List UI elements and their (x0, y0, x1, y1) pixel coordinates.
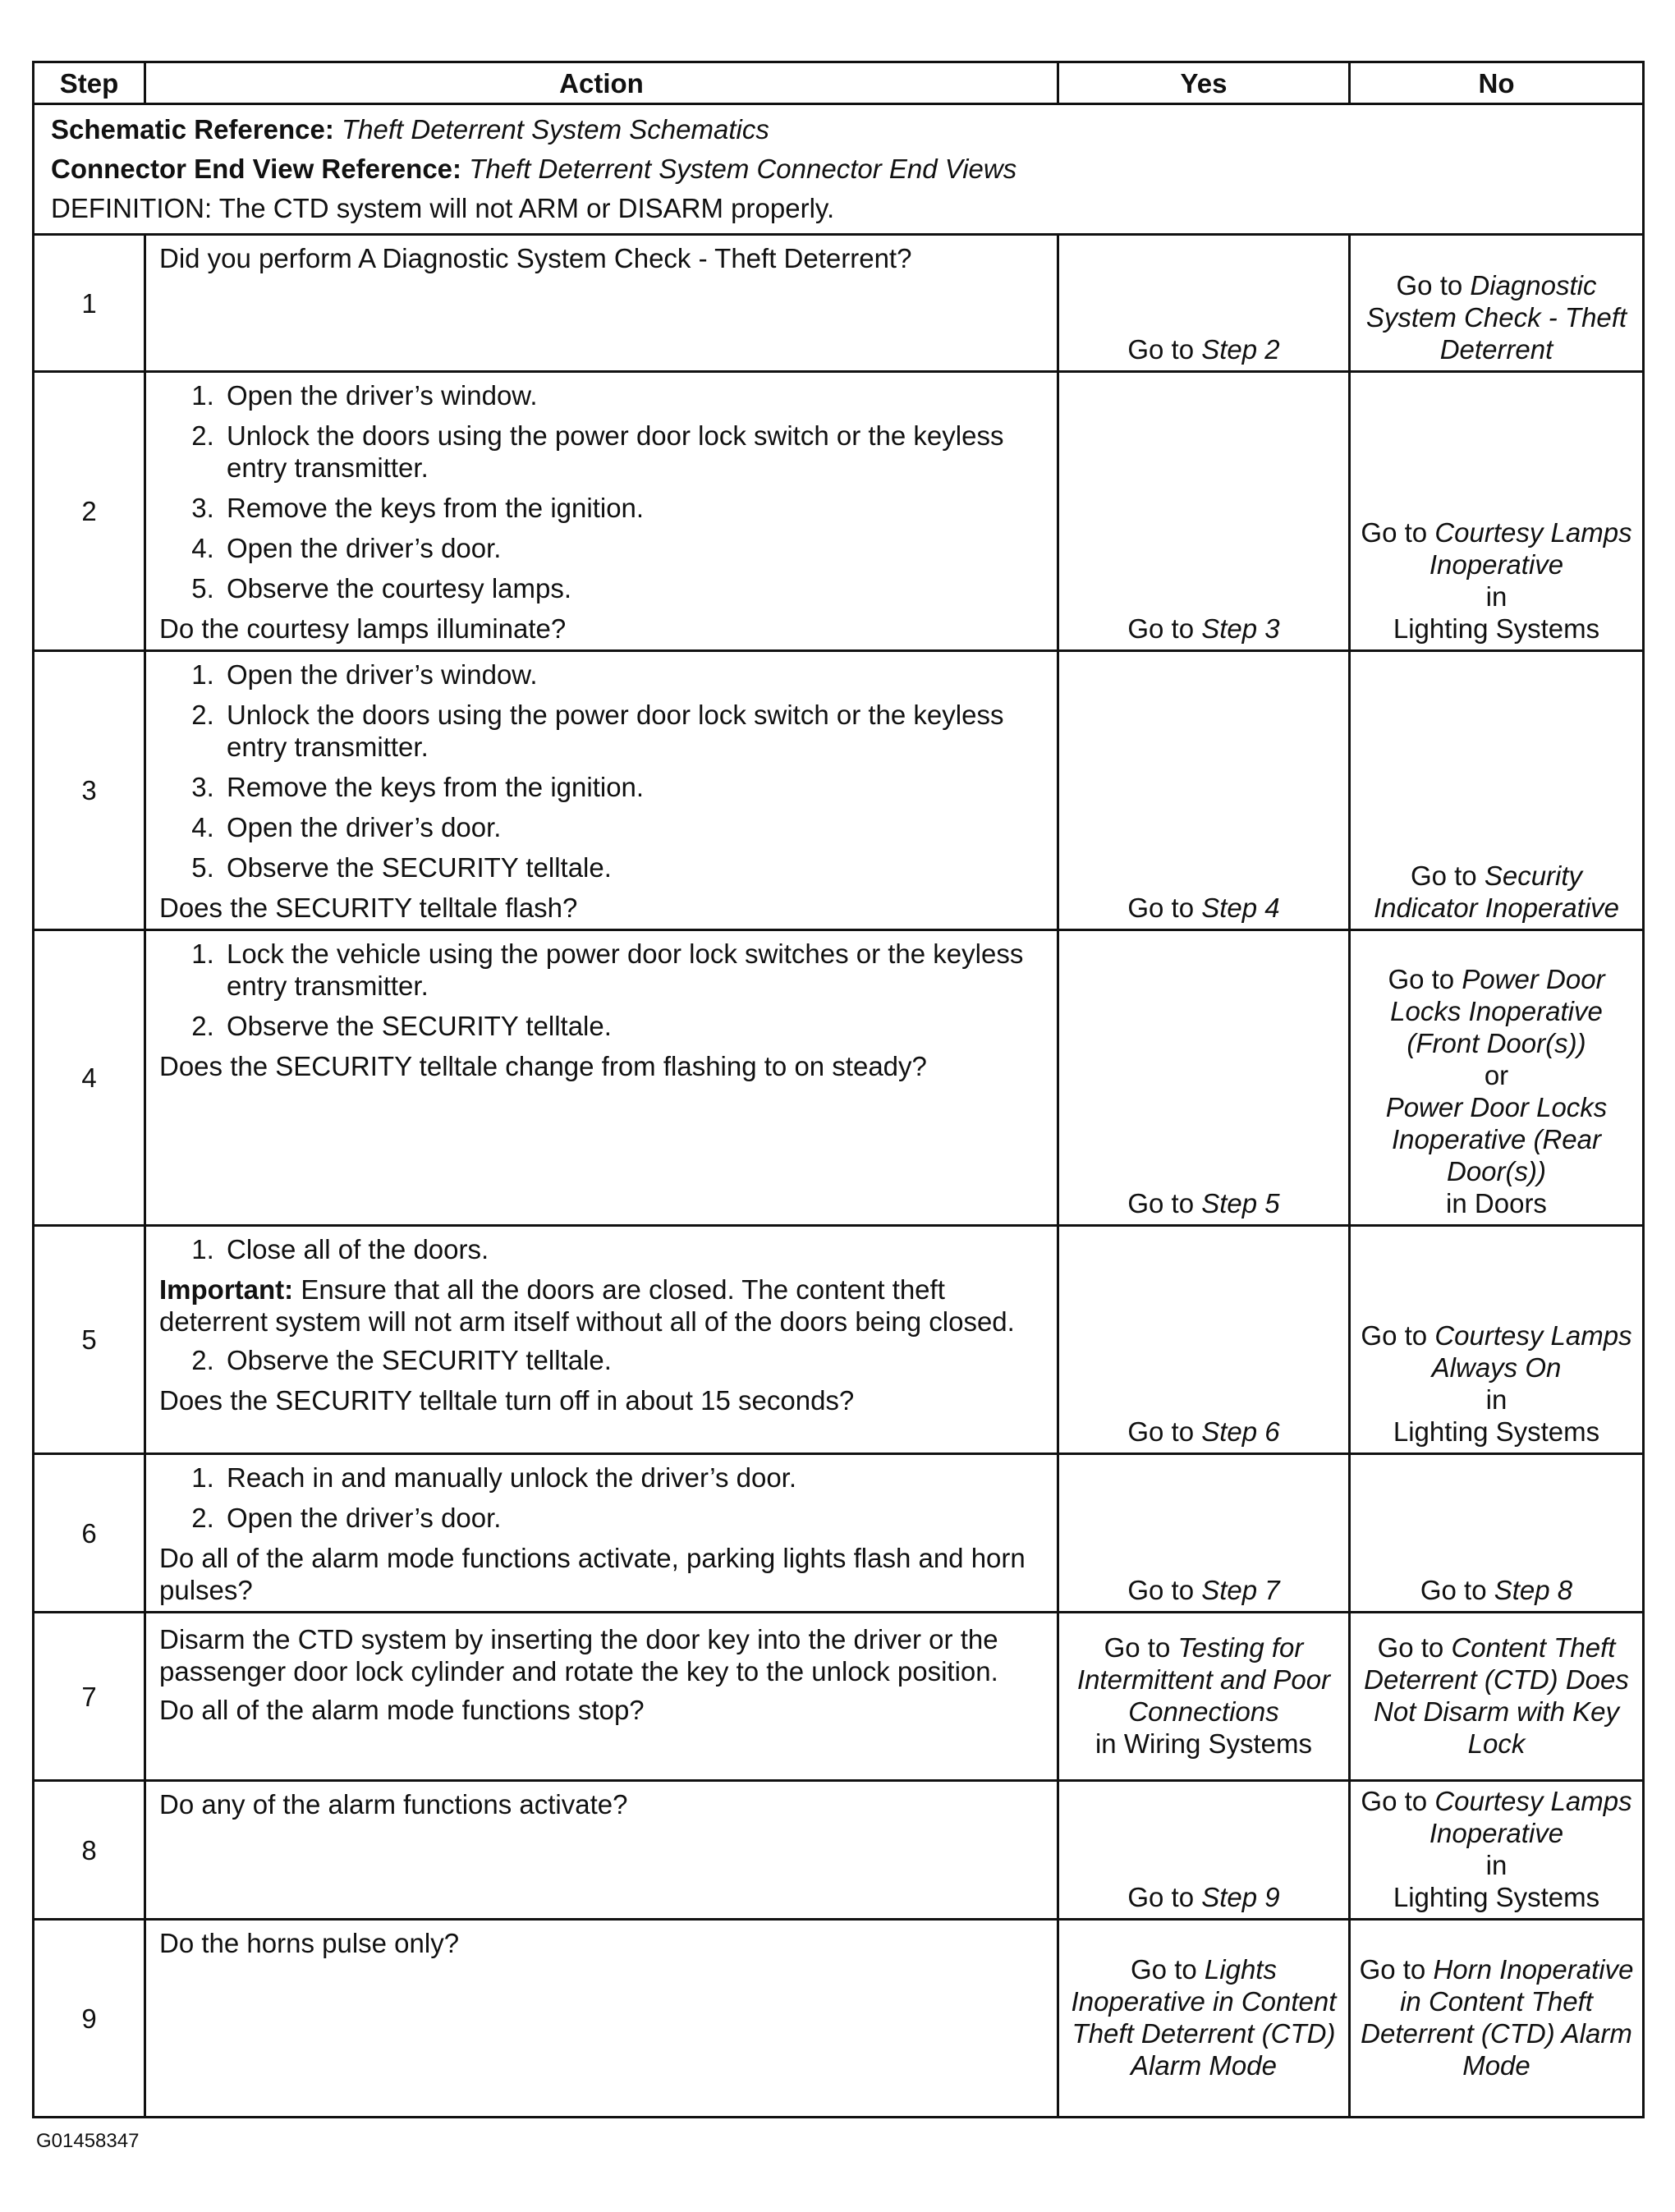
yes-link[interactable]: Step 4 (1201, 893, 1280, 923)
header-yes: Yes (1058, 62, 1350, 104)
yes-link[interactable]: Testing for Intermittent and Poor Connections (1076, 1632, 1331, 1727)
list-item: 1. Open the driver’s window. (222, 379, 1045, 411)
no-prefix: Go to (1361, 517, 1428, 548)
question-text: Does the SECURITY telltale turn off in about 15 seconds? (159, 1385, 855, 1416)
question-text: Do any of the alarm functions activate? (159, 1789, 628, 1820)
connector-reference (51, 149, 1629, 189)
yes-link[interactable]: Step 6 (1201, 1416, 1280, 1447)
no-link[interactable]: Horn Inoperative in Content Theft Deterrent (CTD) Alarm Mode (1361, 1954, 1634, 2081)
no-prefix: Go to (1388, 964, 1455, 994)
no-cell (1350, 651, 1644, 930)
yes-cell (1058, 1781, 1350, 1920)
action-cell (145, 1920, 1058, 2118)
yes-section: in Wiring Systems (1094, 1728, 1313, 1759)
yes-prefix: Go to (1127, 893, 1195, 923)
yes-cell (1058, 1454, 1350, 1613)
no-cell (1350, 1781, 1644, 1920)
yes-cell (1058, 651, 1350, 930)
no-in: in (1485, 1850, 1508, 1880)
list-item: 2. Unlock the doors using the power door lock switch or the keyless entry transmitter. (222, 420, 1045, 484)
list-item: 1. Close all of the doors. (222, 1233, 1045, 1265)
step-number: 8 (34, 1781, 145, 1920)
list-item: 1. Lock the vehicle using the power door lock switches or the keyless entry transmitter. (222, 938, 1045, 1002)
no-link-2[interactable]: Power Door Locks Inoperative (Rear Door(s)) (1385, 1092, 1608, 1186)
step-number: 2 (34, 372, 145, 651)
action-list (159, 659, 1045, 883)
no-prefix: Go to (1377, 1632, 1444, 1663)
question-text: Do the courtesy lamps illuminate? (159, 613, 567, 644)
header-action: Action (145, 62, 1058, 104)
list-item: 5. Observe the courtesy lamps. (222, 572, 1045, 604)
question-text: Do all of the alarm mode functions activate, parking lights flash and horn pulses? (159, 1543, 1026, 1605)
no-prefix: Go to (1420, 1575, 1487, 1605)
table-row (34, 1613, 1644, 1781)
no-section: Lighting Systems (1393, 1416, 1600, 1447)
yes-prefix: Go to (1127, 1882, 1195, 1912)
no-cell (1350, 1613, 1644, 1781)
list-item: 4. Open the driver’s door. (222, 811, 1045, 843)
action-list (159, 1344, 1045, 1376)
step-number: 7 (34, 1613, 145, 1781)
schematic-link[interactable]: Theft Deterrent System Schematics (342, 114, 769, 145)
question-text: Do the horns pulse only? (159, 1928, 460, 1958)
connector-link[interactable]: Theft Deterrent System Connector End Views (469, 154, 1017, 184)
diagnostic-table (32, 61, 1645, 2118)
yes-cell (1058, 930, 1350, 1226)
action-cell (145, 1454, 1058, 1613)
table-row (34, 1920, 1644, 2118)
no-cell (1350, 235, 1644, 372)
step-number: 6 (34, 1454, 145, 1613)
no-in: in (1485, 1384, 1508, 1415)
no-prefix: Go to (1361, 1786, 1428, 1816)
table-row (34, 651, 1644, 930)
list-item: 2. Unlock the doors using the power door lock switch or the keyless entry transmitter. (222, 699, 1045, 763)
figure-id: G01458347 (36, 2130, 140, 2152)
yes-prefix: Go to (1127, 334, 1195, 365)
question-text: Does the SECURITY telltale change from flashing to on steady? (159, 1051, 927, 1081)
no-prefix: Go to (1396, 270, 1463, 301)
step-number: 5 (34, 1226, 145, 1454)
no-cell (1350, 1226, 1644, 1454)
instruction-text: Disarm the CTD system by inserting the door key into the driver or the passenger door lock cylinder and rotate the key to the unlock position. (159, 1624, 998, 1687)
no-or: or (1484, 1060, 1509, 1090)
list-item: 5. Observe the SECURITY telltale. (222, 851, 1045, 883)
list-item: 2. Observe the SECURITY telltale. (222, 1344, 1045, 1376)
no-cell (1350, 930, 1644, 1226)
header-step: Step (34, 62, 145, 104)
question-text: Do all of the alarm mode functions stop? (159, 1695, 645, 1725)
step-number: 1 (34, 235, 145, 372)
yes-cell (1058, 372, 1350, 651)
important-text: Ensure that all the doors are closed. The content theft deterrent system will not arm itself without all of the doors being closed. (159, 1274, 1015, 1337)
schematic-label: Schematic Reference: (51, 114, 334, 145)
yes-prefix: Go to (1104, 1632, 1171, 1663)
action-list (159, 1462, 1045, 1534)
yes-link[interactable]: Step 5 (1201, 1188, 1280, 1218)
no-in: in (1485, 581, 1508, 612)
table-row (34, 1226, 1644, 1454)
no-link[interactable]: Courtesy Lamps Inoperative (1429, 517, 1632, 580)
list-item: 3. Remove the keys from the ignition. (222, 771, 1045, 803)
action-cell (145, 372, 1058, 651)
diagnostic-table-container (32, 61, 1642, 2118)
no-link[interactable]: Content Theft Deterrent (CTD) Does Not Disarm with Key Lock (1364, 1632, 1629, 1759)
action-list (159, 379, 1045, 604)
question-text: Did you perform A Diagnostic System Check - Theft Deterrent? (159, 243, 912, 273)
no-cell (1350, 372, 1644, 651)
yes-prefix: Go to (1127, 1575, 1195, 1605)
no-link[interactable]: Courtesy Lamps Inoperative (1429, 1786, 1632, 1848)
yes-link[interactable]: Step 3 (1201, 613, 1280, 644)
header-row (34, 62, 1644, 104)
yes-cell (1058, 1920, 1350, 2118)
no-prefix: Go to (1361, 1320, 1428, 1351)
table-row (34, 930, 1644, 1226)
no-cell (1350, 1920, 1644, 2118)
yes-link[interactable]: Step 9 (1201, 1882, 1280, 1912)
no-link[interactable]: Courtesy Lamps Always On (1431, 1320, 1632, 1383)
yes-prefix: Go to (1127, 613, 1195, 644)
list-item: 2. Open the driver’s door. (222, 1502, 1045, 1534)
header-no: No (1350, 62, 1644, 104)
no-link[interactable]: Diagnostic System Check - Theft Deterrent (1365, 270, 1627, 365)
list-item: 1. Open the driver’s window. (222, 659, 1045, 691)
action-cell (145, 1613, 1058, 1781)
action-cell (145, 651, 1058, 930)
yes-link[interactable]: Step 2 (1201, 334, 1280, 365)
step-number: 9 (34, 1920, 145, 2118)
yes-cell (1058, 235, 1350, 372)
step-number: 3 (34, 651, 145, 930)
list-item: 2. Observe the SECURITY telltale. (222, 1010, 1045, 1042)
reference-row (34, 104, 1644, 235)
yes-cell (1058, 1613, 1350, 1781)
no-section: Lighting Systems (1393, 613, 1600, 644)
no-cell (1350, 1454, 1644, 1613)
schematic-reference (51, 110, 1629, 149)
action-list (159, 1233, 1045, 1265)
action-list (159, 938, 1045, 1042)
no-link[interactable]: Power Door Locks Inoperative (Front Door(s)) (1390, 964, 1605, 1058)
action-cell (145, 1226, 1058, 1454)
no-link[interactable]: Security Indicator Inoperative (1373, 860, 1619, 923)
no-prefix: Go to (1359, 1954, 1426, 1985)
yes-link[interactable]: Step 7 (1201, 1575, 1280, 1605)
table-row (34, 235, 1644, 372)
table-row (34, 1781, 1644, 1920)
important-label: Important: (159, 1274, 294, 1305)
list-item: 3. Remove the keys from the ignition. (222, 492, 1045, 524)
no-section: Lighting Systems (1393, 1882, 1600, 1912)
no-link[interactable]: Step 8 (1494, 1575, 1573, 1605)
definition-text: DEFINITION: The CTD system will not ARM or DISARM properly. (51, 193, 835, 223)
reference-cell (34, 104, 1644, 235)
table-row (34, 372, 1644, 651)
table-row (34, 1454, 1644, 1613)
connector-label: Connector End View Reference: (51, 154, 462, 184)
list-item: 1. Reach in and manually unlock the driver’s door. (222, 1462, 1045, 1494)
step-number: 4 (34, 930, 145, 1226)
important-note (159, 1274, 1045, 1338)
action-cell (145, 235, 1058, 372)
yes-cell (1058, 1226, 1350, 1454)
yes-prefix: Go to (1131, 1954, 1197, 1985)
no-section: in Doors (1446, 1188, 1547, 1218)
action-cell (145, 930, 1058, 1226)
no-prefix: Go to (1410, 860, 1477, 891)
action-cell (145, 1781, 1058, 1920)
list-item: 4. Open the driver’s door. (222, 532, 1045, 564)
yes-link[interactable]: Lights Inoperative in Content Theft Deterrent (CTD) Alarm Mode (1071, 1954, 1337, 2081)
question-text: Does the SECURITY telltale flash? (159, 893, 578, 923)
yes-prefix: Go to (1127, 1188, 1195, 1218)
yes-prefix: Go to (1127, 1416, 1195, 1447)
